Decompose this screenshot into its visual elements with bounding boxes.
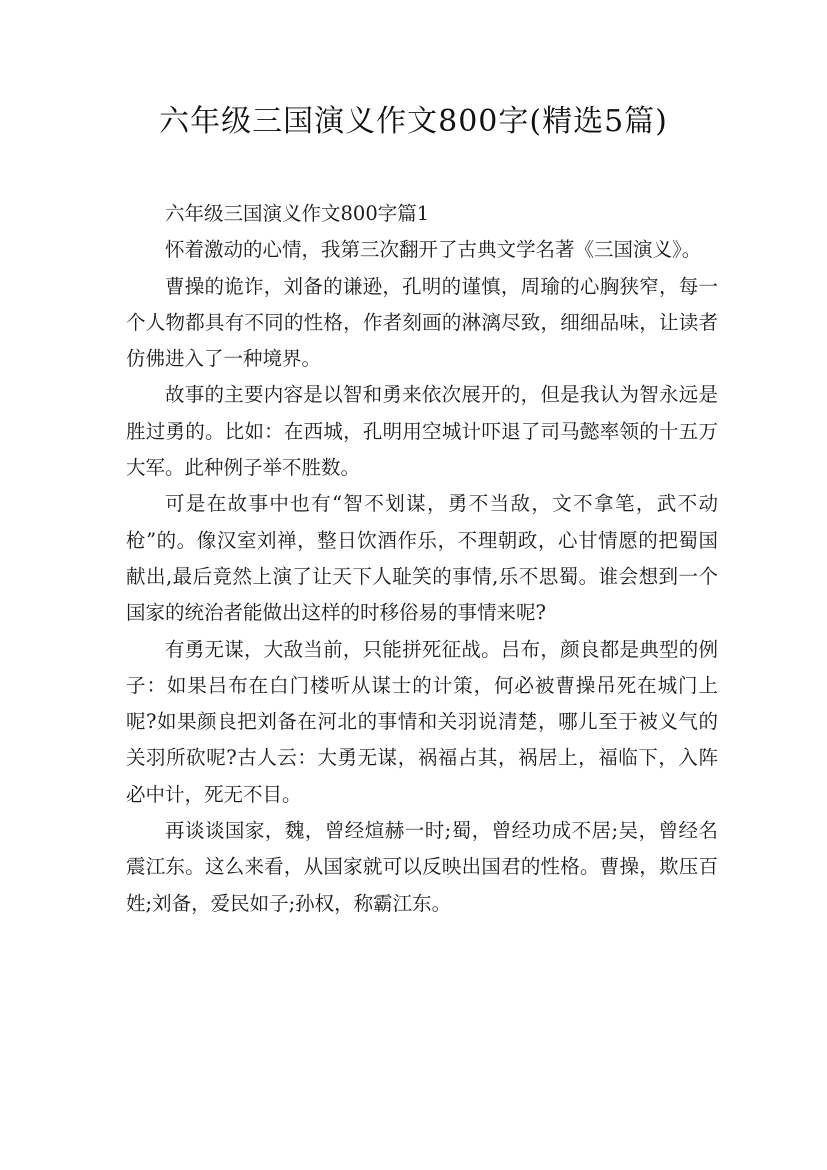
document-title: 六年级三国演义作文800字(精选5篇) [159, 104, 668, 139]
document-body [126, 196, 718, 922]
paragraph: 曹操的诡诈，刘备的谦逊，孔明的谨慎，周瑜的心胸狭窄，每一个人物都具有不同的性格，作者刻画的淋漓尽致，细细品味，让读者仿佛进入了一种境界。 [126, 274, 718, 371]
paragraph: 有勇无谋，大敌当前，只能拼死征战。吕布，颜良都是典型的例子：如果吕布在白门楼听从谋士的计策，何必被曹操吊死在城门上呢?如果颜良把刘备在河北的事情和关羽说清楚，哪儿至于被义气的关羽所砍呢?古人云：大勇无谋，祸福占其，祸居上，福临下，入阵必中计，死无不目。 [126, 637, 718, 806]
section-heading: 六年级三国演义作文800字篇1 [165, 202, 430, 225]
paragraph: 可是在故事中也有“智不划谋，勇不当敌，文不拿笔，武不动枪”的。像汉室刘禅，整日饮酒作乐，不理朝政，心甘情愿的把蜀国献出,最后竟然上演了让天下人耻笑的事情,乐不思蜀。谁会想到一个国家的统治者能做出这样的时移俗易的事情来呢? [126, 492, 718, 625]
paragraph: 怀着激动的心情，我第三次翻开了古典文学名著《三国演义》。 [165, 238, 702, 262]
paragraph: 故事的主要内容是以智和勇来依次展开的，但是我认为智永远是胜过勇的。比如：在西城，孔明用空城计吓退了司马懿率领的十五万大军。此种例子举不胜数。 [126, 383, 718, 480]
paragraph: 再谈谈国家，魏，曾经煊赫一时;蜀，曾经功成不居;吴，曾经名震江东。这么来看，从国家就可以反映出国君的性格。曹操，欺压百姓;刘备，爱民如子;孙权，称霸江东。 [126, 819, 718, 915]
